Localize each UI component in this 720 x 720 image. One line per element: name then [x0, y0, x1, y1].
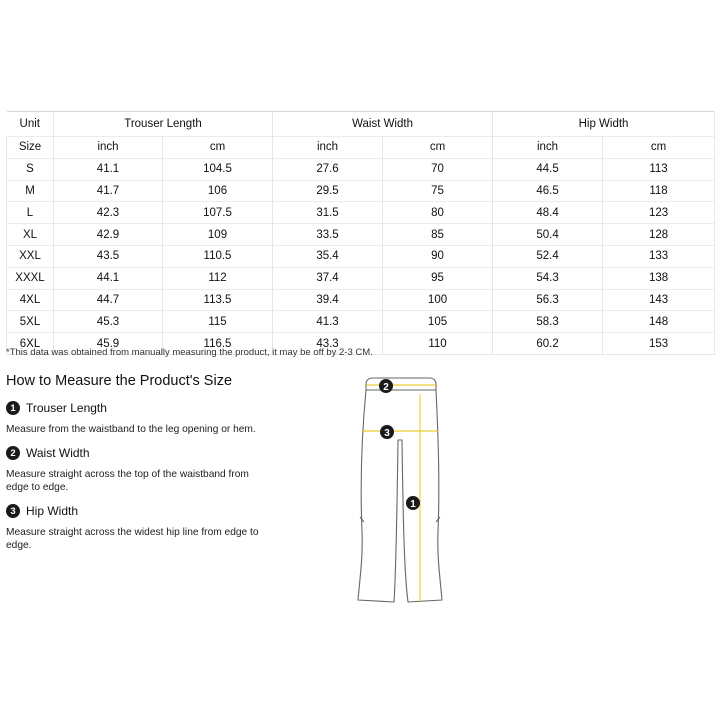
value-cell: 115	[163, 311, 273, 333]
value-cell: 133	[603, 245, 715, 267]
value-cell: 80	[383, 202, 493, 224]
group-waist-width: Waist Width	[273, 112, 493, 137]
value-cell: 50.4	[493, 224, 603, 246]
value-cell: 48.4	[493, 202, 603, 224]
value-cell: 39.4	[273, 289, 383, 311]
subheader-cell: cm	[383, 137, 493, 159]
step-description: Measure straight across the widest hip line from edge to edge.	[6, 527, 259, 551]
table-row	[7, 311, 715, 333]
table-row	[7, 224, 715, 246]
value-cell: 29.5	[273, 180, 383, 202]
trousers-body	[358, 390, 442, 602]
value-cell: 85	[383, 224, 493, 246]
value-cell: 138	[603, 267, 715, 289]
step-trouser-length	[6, 401, 266, 436]
size-cell: L	[7, 202, 54, 224]
value-cell: 44.1	[54, 267, 163, 289]
svg-text:3: 3	[384, 428, 390, 439]
step-number-badge: 2	[6, 446, 20, 460]
table-row	[7, 289, 715, 311]
subheader-row	[7, 137, 715, 159]
value-cell: 41.3	[273, 311, 383, 333]
step-title: Hip Width	[26, 504, 79, 518]
how-to-measure	[6, 373, 266, 562]
marker-3	[380, 425, 394, 439]
value-cell: 118	[603, 180, 715, 202]
value-cell: 33.5	[273, 224, 383, 246]
step-description: Measure from the waistband to the leg opening or hem.	[6, 424, 256, 435]
unit-label: Unit	[7, 112, 54, 137]
size-cell: 5XL	[7, 311, 54, 333]
value-cell: 60.2	[493, 333, 603, 355]
value-cell: 90	[383, 245, 493, 267]
svg-text:1: 1	[410, 499, 416, 510]
howto-title: How to Measure the Product's Size	[6, 373, 233, 389]
value-cell: 109	[163, 224, 273, 246]
value-cell: 95	[383, 267, 493, 289]
size-cell: 6XL	[7, 333, 54, 355]
value-cell: 105	[383, 311, 493, 333]
subheader-cell: cm	[163, 137, 273, 159]
value-cell: 42.3	[54, 202, 163, 224]
value-cell: 148	[603, 311, 715, 333]
step-waist-width	[6, 446, 266, 494]
trousers-diagram	[350, 372, 450, 607]
value-cell: 123	[603, 202, 715, 224]
size-cell: S	[7, 158, 54, 180]
value-cell: 113.5	[163, 289, 273, 311]
value-cell: 112	[163, 267, 273, 289]
value-cell: 41.1	[54, 158, 163, 180]
table-row	[7, 267, 715, 289]
step-hip-width	[6, 504, 266, 552]
size-chart	[6, 111, 714, 355]
value-cell: 42.9	[54, 224, 163, 246]
marker-2	[379, 379, 393, 393]
size-cell: XL	[7, 224, 54, 246]
value-cell: 35.4	[273, 245, 383, 267]
value-cell: 56.3	[493, 289, 603, 311]
size-cell: XXXL	[7, 267, 54, 289]
value-cell: 100	[383, 289, 493, 311]
step-title: Trouser Length	[26, 401, 107, 415]
group-hip-width: Hip Width	[493, 112, 715, 137]
value-cell: 75	[383, 180, 493, 202]
step-description: Measure straight across the top of the waistband from edge to edge.	[6, 469, 249, 493]
size-cell: XXL	[7, 245, 54, 267]
subheader-cell: cm	[603, 137, 715, 159]
table-row	[7, 180, 715, 202]
subheader-cell: inch	[54, 137, 163, 159]
table-row	[7, 245, 715, 267]
value-cell: 106	[163, 180, 273, 202]
value-cell: 27.6	[273, 158, 383, 180]
value-cell: 107.5	[163, 202, 273, 224]
measurement-note: *This data was obtained from manually measuring the product, it may be off by 2-3 CM.	[6, 347, 373, 358]
step-number-badge: 3	[6, 504, 20, 518]
value-cell: 113	[603, 158, 715, 180]
value-cell: 45.9	[54, 333, 163, 355]
value-cell: 110	[383, 333, 493, 355]
group-trouser-length: Trouser Length	[54, 112, 273, 137]
svg-text:2: 2	[383, 382, 389, 393]
table-row	[7, 158, 715, 180]
value-cell: 43.5	[54, 245, 163, 267]
value-cell: 153	[603, 333, 715, 355]
value-cell: 58.3	[493, 311, 603, 333]
value-cell: 31.5	[273, 202, 383, 224]
value-cell: 45.3	[54, 311, 163, 333]
size-cell: M	[7, 180, 54, 202]
value-cell: 110.5	[163, 245, 273, 267]
size-label: Size	[7, 137, 54, 159]
value-cell: 44.7	[54, 289, 163, 311]
step-number-badge: 1	[6, 401, 20, 415]
group-header-row	[7, 112, 715, 137]
value-cell: 54.3	[493, 267, 603, 289]
marker-1	[406, 496, 420, 510]
table-row	[7, 202, 715, 224]
value-cell: 37.4	[273, 267, 383, 289]
value-cell: 143	[603, 289, 715, 311]
value-cell: 70	[383, 158, 493, 180]
value-cell: 104.5	[163, 158, 273, 180]
value-cell: 44.5	[493, 158, 603, 180]
subheader-cell: inch	[273, 137, 383, 159]
value-cell: 116.5	[163, 333, 273, 355]
value-cell: 128	[603, 224, 715, 246]
step-title: Waist Width	[26, 446, 90, 460]
size-cell: 4XL	[7, 289, 54, 311]
subheader-cell: inch	[493, 137, 603, 159]
value-cell: 43.3	[273, 333, 383, 355]
size-table	[6, 111, 715, 355]
value-cell: 52.4	[493, 245, 603, 267]
trousers-outline	[358, 378, 442, 602]
value-cell: 41.7	[54, 180, 163, 202]
value-cell: 46.5	[493, 180, 603, 202]
